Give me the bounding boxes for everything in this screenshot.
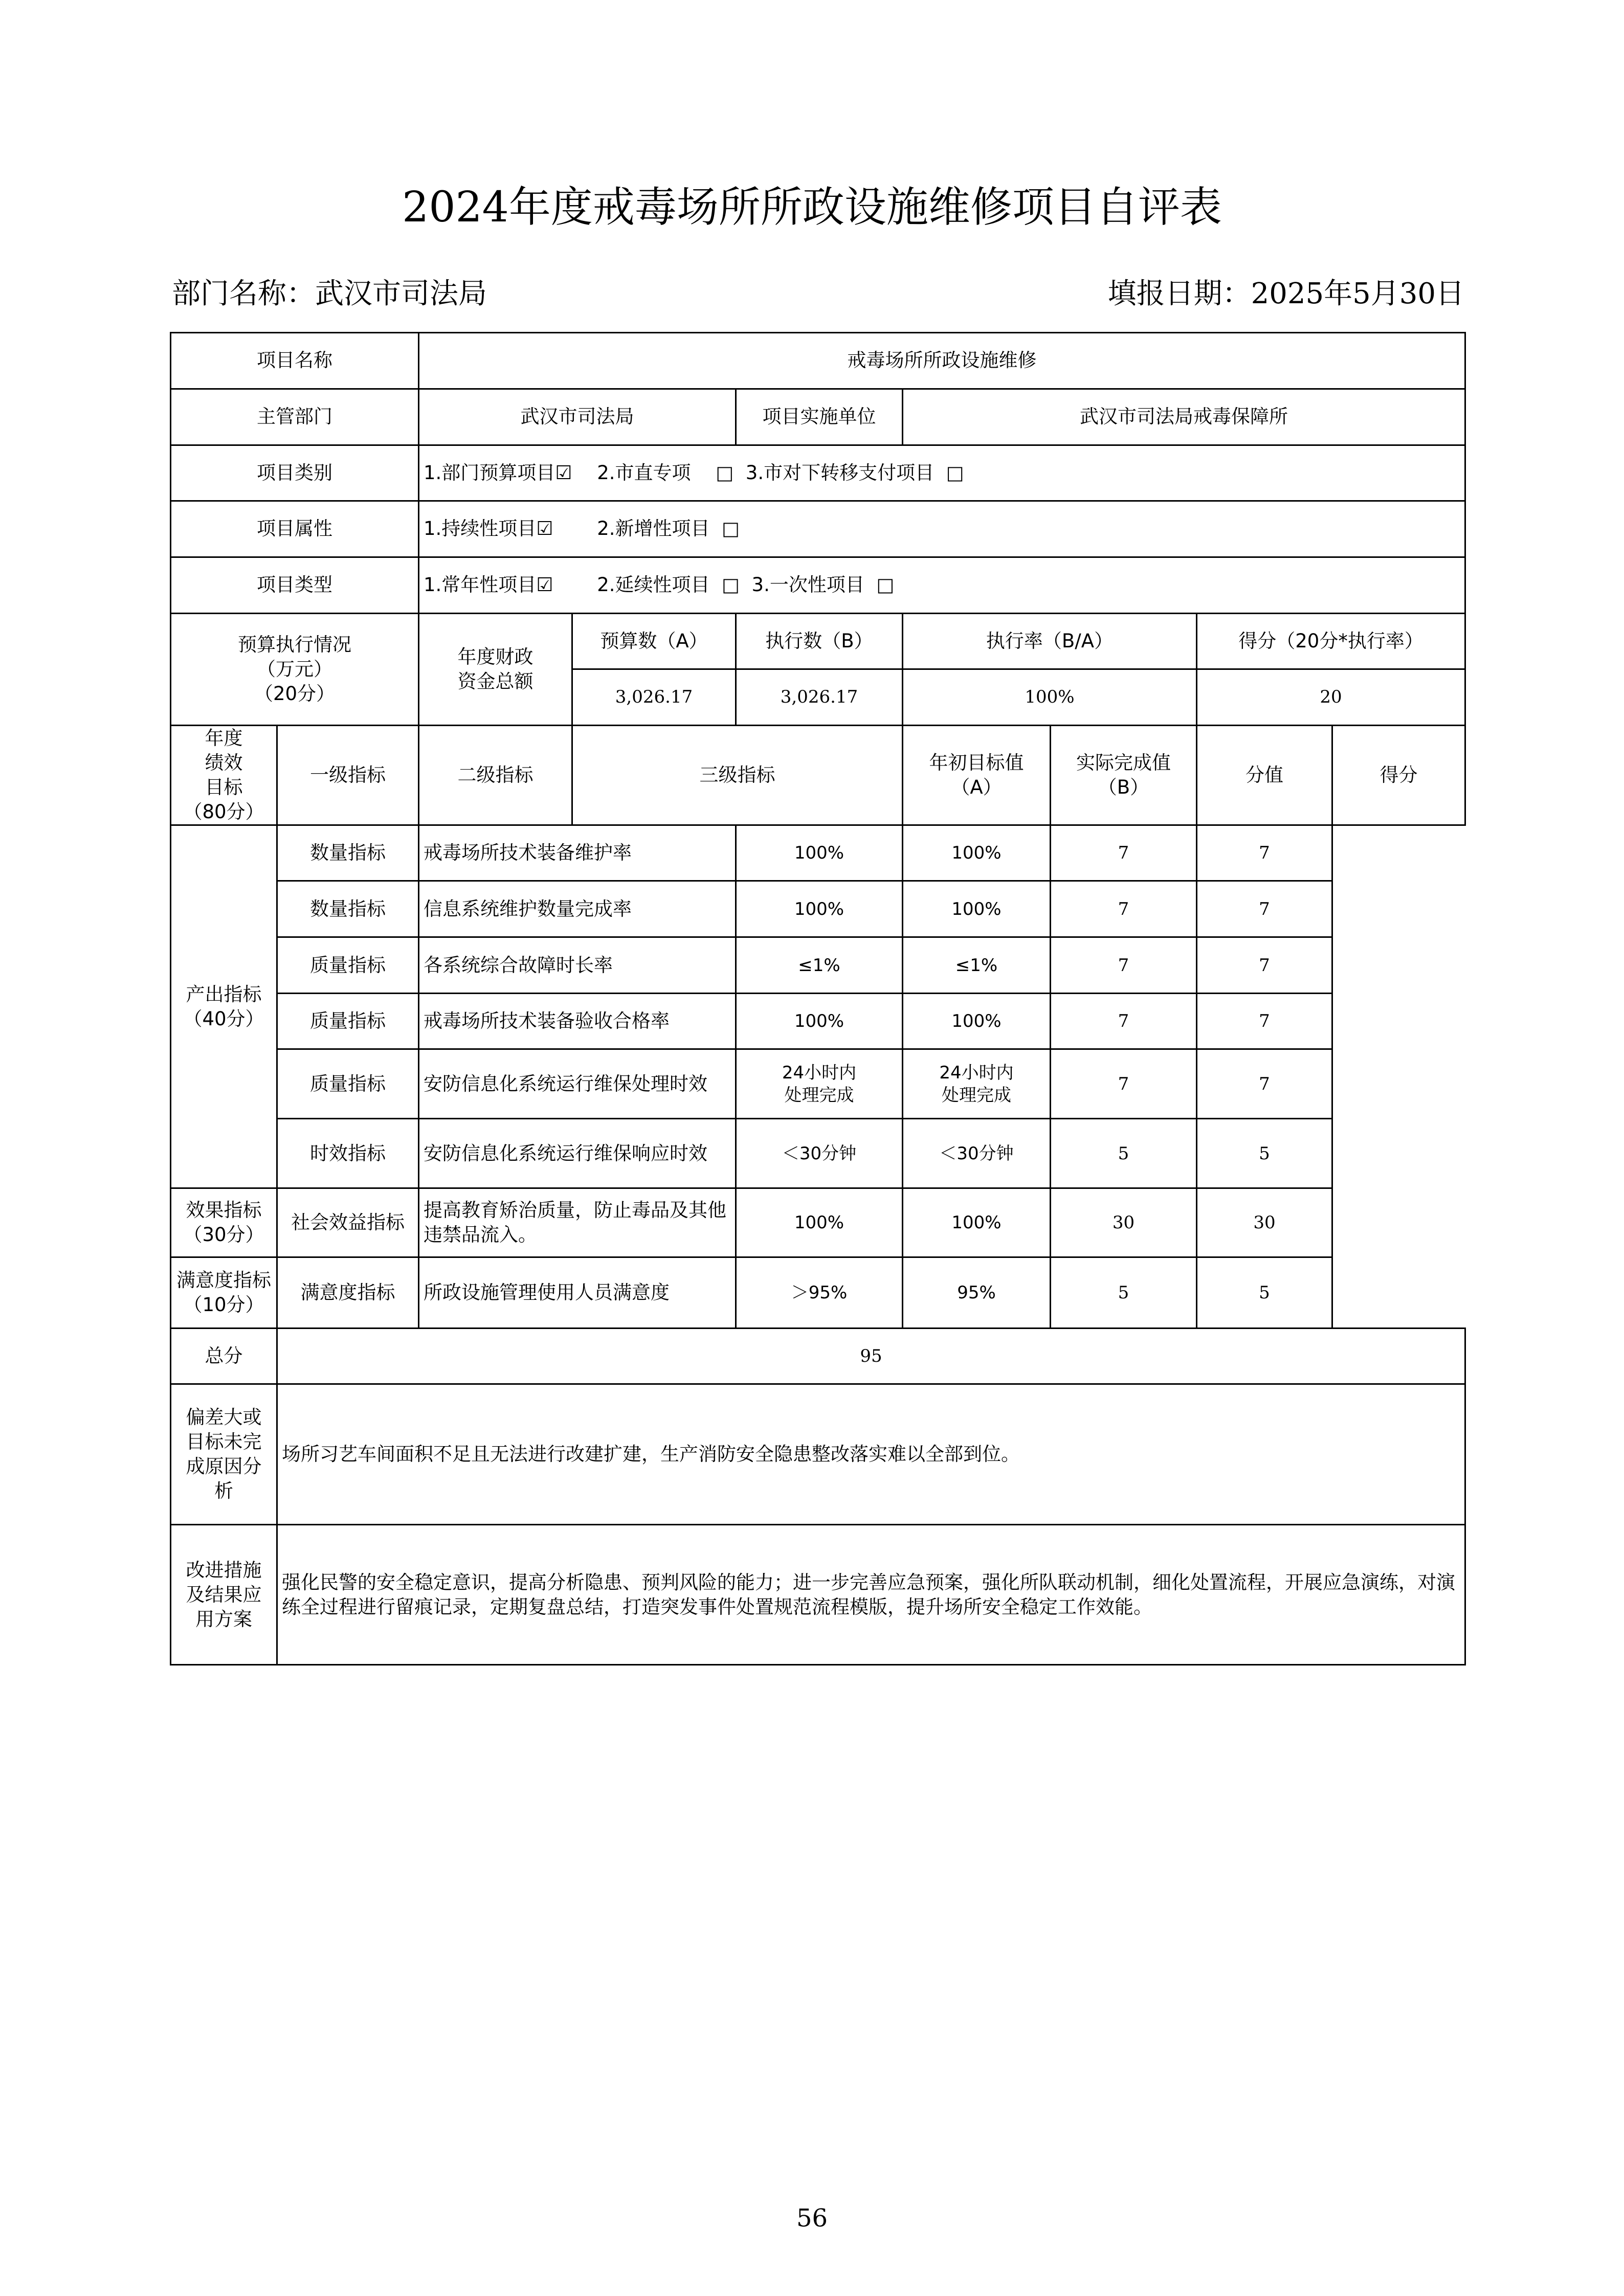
level3-indicator: 所政设施管理使用人员满意度 bbox=[419, 1257, 736, 1329]
indicator-row bbox=[171, 1257, 1465, 1329]
weight-value: 7 bbox=[1051, 937, 1197, 994]
score-value: 7 bbox=[1197, 825, 1332, 881]
target-value: 100% bbox=[736, 1188, 903, 1257]
project-name: 戒毒场所所政设施维修 bbox=[419, 333, 1465, 389]
budget-value: 20 bbox=[1197, 669, 1465, 726]
indicator-row bbox=[171, 994, 1465, 1049]
actual-value: ＜30分钟 bbox=[903, 1119, 1051, 1188]
level1-indicator: 效果指标 （30分） bbox=[171, 1188, 277, 1257]
level2-indicator: 质量指标 bbox=[277, 1049, 419, 1119]
target-value: 100% bbox=[736, 881, 903, 937]
level3-indicator: 戒毒场所技术装备验收合格率 bbox=[419, 994, 736, 1049]
indicator-header: 三级指标 bbox=[572, 726, 903, 825]
budget-value: 3,026.17 bbox=[572, 669, 736, 726]
target-value: 24小时内 处理完成 bbox=[736, 1049, 903, 1119]
unit-value: 武汉市司法局戒毒保障所 bbox=[903, 389, 1465, 445]
score-value: 7 bbox=[1197, 1049, 1332, 1119]
level1-indicator: 满意度指标 （10分） bbox=[171, 1257, 277, 1329]
level1-indicator: 产出指标 （40分） bbox=[171, 825, 277, 1188]
actual-value: 95% bbox=[903, 1257, 1051, 1329]
actual-value: 100% bbox=[903, 1188, 1051, 1257]
category-value: 1.部门预算项目☑ 2.市直专项 □ 3.市对下转移支付项目 □ bbox=[419, 445, 1465, 501]
weight-value: 7 bbox=[1051, 881, 1197, 937]
report-date: 填报日期：2025年5月30日 bbox=[1107, 277, 1464, 310]
weight-value: 7 bbox=[1051, 1049, 1197, 1119]
level3-indicator: 提高教育矫治质量，防止毒品及其他违禁品流入。 bbox=[419, 1188, 736, 1257]
improvement-text: 强化民警的安全稳定意识，提高分析隐患、预判风险的能力；进一步完善应急预案，强化所队联动机制，细化处置流程，开展应急演练，对演练全过程进行留痕记录，定期复盘总结，打造突发事件处置规范流程模版，提升场所安全稳定工作效能。 bbox=[277, 1525, 1465, 1665]
indicator-header: 年初目标值 （A） bbox=[903, 726, 1051, 825]
indicator-row bbox=[171, 1119, 1465, 1188]
score-value: 5 bbox=[1197, 1257, 1332, 1329]
indicator-header: 分值 bbox=[1197, 726, 1332, 825]
score-value: 5 bbox=[1197, 1119, 1332, 1188]
total-value: 95 bbox=[277, 1329, 1465, 1384]
indicator-header: 得分 bbox=[1332, 726, 1465, 825]
budget-value: 3,026.17 bbox=[736, 669, 903, 726]
level3-indicator: 信息系统维护数量完成率 bbox=[419, 881, 736, 937]
level3-indicator: 安防信息化系统运行维保响应时效 bbox=[419, 1119, 736, 1188]
budget-header: 执行数（B） bbox=[736, 614, 903, 669]
indicator-row bbox=[171, 937, 1465, 994]
actual-value: 100% bbox=[903, 881, 1051, 937]
page-number: 56 bbox=[796, 2204, 828, 2233]
weight-value: 7 bbox=[1051, 994, 1197, 1049]
attribute-value: 1.持续性项目☑ 2.新增性项目 □ bbox=[419, 501, 1465, 557]
weight-value: 7 bbox=[1051, 825, 1197, 881]
indicator-header: 实际完成值 （B） bbox=[1051, 726, 1197, 825]
target-value: 100% bbox=[736, 825, 903, 881]
level3-indicator: 各系统综合故障时长率 bbox=[419, 937, 736, 994]
actual-value: 100% bbox=[903, 994, 1051, 1049]
type-value: 1.常年性项目☑ 2.延续性项目 □ 3.一次性项目 □ bbox=[419, 557, 1465, 614]
weight-value: 5 bbox=[1051, 1257, 1197, 1329]
indicator-row bbox=[171, 825, 1465, 881]
indicator-row bbox=[171, 881, 1465, 937]
score-value: 7 bbox=[1197, 994, 1332, 1049]
budget-header: 执行率（B/A） bbox=[903, 614, 1197, 669]
target-value: ＞95% bbox=[736, 1257, 903, 1329]
level2-indicator: 时效指标 bbox=[277, 1119, 419, 1188]
indicator-row bbox=[171, 1049, 1465, 1119]
deviation-label: 偏差大或 目标未完 成原因分 析 bbox=[171, 1384, 277, 1525]
page-title: 2024年度戒毒场所所政设施维修项目自评表 bbox=[402, 183, 1222, 232]
level3-indicator: 戒毒场所技术装备维护率 bbox=[419, 825, 736, 881]
indicator-row bbox=[171, 1188, 1465, 1257]
evaluation-table bbox=[170, 332, 1466, 1665]
level2-indicator: 数量指标 bbox=[277, 881, 419, 937]
performance-section-label: 年度 绩效 目标 （80分） bbox=[171, 726, 277, 825]
total-label: 总分 bbox=[171, 1329, 277, 1384]
indicator-header: 二级指标 bbox=[419, 726, 572, 825]
level2-indicator: 数量指标 bbox=[277, 825, 419, 881]
level3-indicator: 安防信息化系统运行维保处理时效 bbox=[419, 1049, 736, 1119]
department-name: 部门名称：武汉市司法局 bbox=[172, 277, 487, 310]
score-value: 7 bbox=[1197, 937, 1332, 994]
score-value: 30 bbox=[1197, 1188, 1332, 1257]
dept-label: 主管部门 bbox=[171, 389, 419, 445]
target-value: ≤1% bbox=[736, 937, 903, 994]
unit-label: 项目实施单位 bbox=[736, 389, 903, 445]
target-value: ＜30分钟 bbox=[736, 1119, 903, 1188]
budget-label: 预算执行情况 （万元） （20分） bbox=[171, 614, 419, 726]
level2-indicator: 质量指标 bbox=[277, 937, 419, 994]
attribute-label: 项目属性 bbox=[171, 501, 419, 557]
weight-value: 5 bbox=[1051, 1119, 1197, 1188]
dept-value: 武汉市司法局 bbox=[419, 389, 736, 445]
actual-value: 100% bbox=[903, 825, 1051, 881]
level2-indicator: 满意度指标 bbox=[277, 1257, 419, 1329]
type-label: 项目类型 bbox=[171, 557, 419, 614]
level2-indicator: 社会效益指标 bbox=[277, 1188, 419, 1257]
level2-indicator: 质量指标 bbox=[277, 994, 419, 1049]
project-name-label: 项目名称 bbox=[171, 333, 419, 389]
score-value: 7 bbox=[1197, 881, 1332, 937]
budget-header: 得分（20分*执行率） bbox=[1197, 614, 1465, 669]
deviation-text: 场所习艺车间面积不足且无法进行改建扩建，生产消防安全隐患整改落实难以全部到位。 bbox=[277, 1384, 1465, 1525]
target-value: 100% bbox=[736, 994, 903, 1049]
actual-value: 24小时内 处理完成 bbox=[903, 1049, 1051, 1119]
category-label: 项目类别 bbox=[171, 445, 419, 501]
weight-value: 30 bbox=[1051, 1188, 1197, 1257]
improvement-label: 改进措施 及结果应 用方案 bbox=[171, 1525, 277, 1665]
budget-value: 100% bbox=[903, 669, 1197, 726]
fund-total-label: 年度财政 资金总额 bbox=[419, 614, 572, 726]
indicator-header: 一级指标 bbox=[277, 726, 419, 825]
budget-header: 预算数（A） bbox=[572, 614, 736, 669]
actual-value: ≤1% bbox=[903, 937, 1051, 994]
